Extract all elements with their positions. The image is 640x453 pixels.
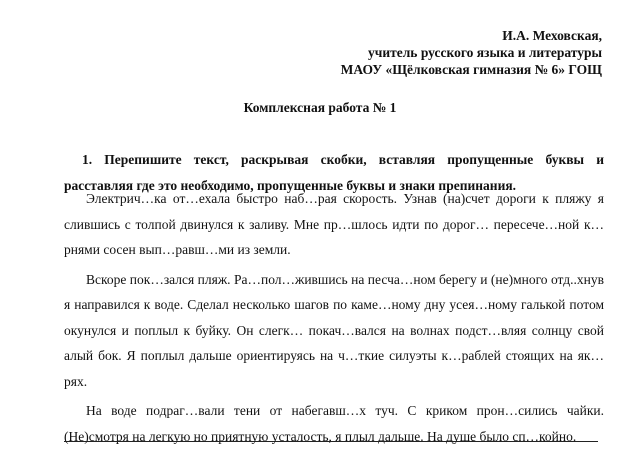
paragraph-3: На воде подраг…вали тени от набегавш…х туч. С криком прон…сились чайки. (Не)смотря на легкую но приятную усталость, я плыл дальше. На душе было сп…койно. [64, 403, 604, 444]
author-role: учитель русского языка и литературы [367, 45, 602, 60]
exercise-text [64, 186, 604, 453]
work-title: Комплексная работа № 1 [243, 100, 397, 115]
paragraph-2: Вскоре пок…зался пляж. Ра…пол…жившись на песча…ном берегу и (не)много отд..хнув я направился к воде. Сделал несколько шагов по каме…ному дну усея…ному галькой потом окунулся и поплыл к буйку. Он слегк… покач…вался на волнах подст…вляя солнцу свой алый бок. Я поплыл дальше ориентируясь на ч…ткие силуэты к…раблей стоящих на як…рях. [64, 271, 604, 389]
author-name: И.А. Меховская, [502, 28, 602, 43]
task-instruction: 1. Перепишите текст, раскрывая скобки, вставляя пропущенные буквы и расставляя где это необходимо, пропущенные буквы и знаки препинания. [64, 152, 604, 193]
author-block [341, 27, 602, 78]
school-name: МАОУ «Щёлковская гимназия № 6» ГОЩ [340, 62, 602, 77]
paragraph-1: Электрич…ка от…ехала быстро наб…рая скорость. Узнав (на)счет дороги к пляжу я слившись с толпой двинулся к заливу. Мне пр…шлось идти по дорог… пересече…ной к…рнями сосен вып…равш…ми из земли. [64, 191, 604, 257]
bottom-rule [64, 441, 598, 442]
